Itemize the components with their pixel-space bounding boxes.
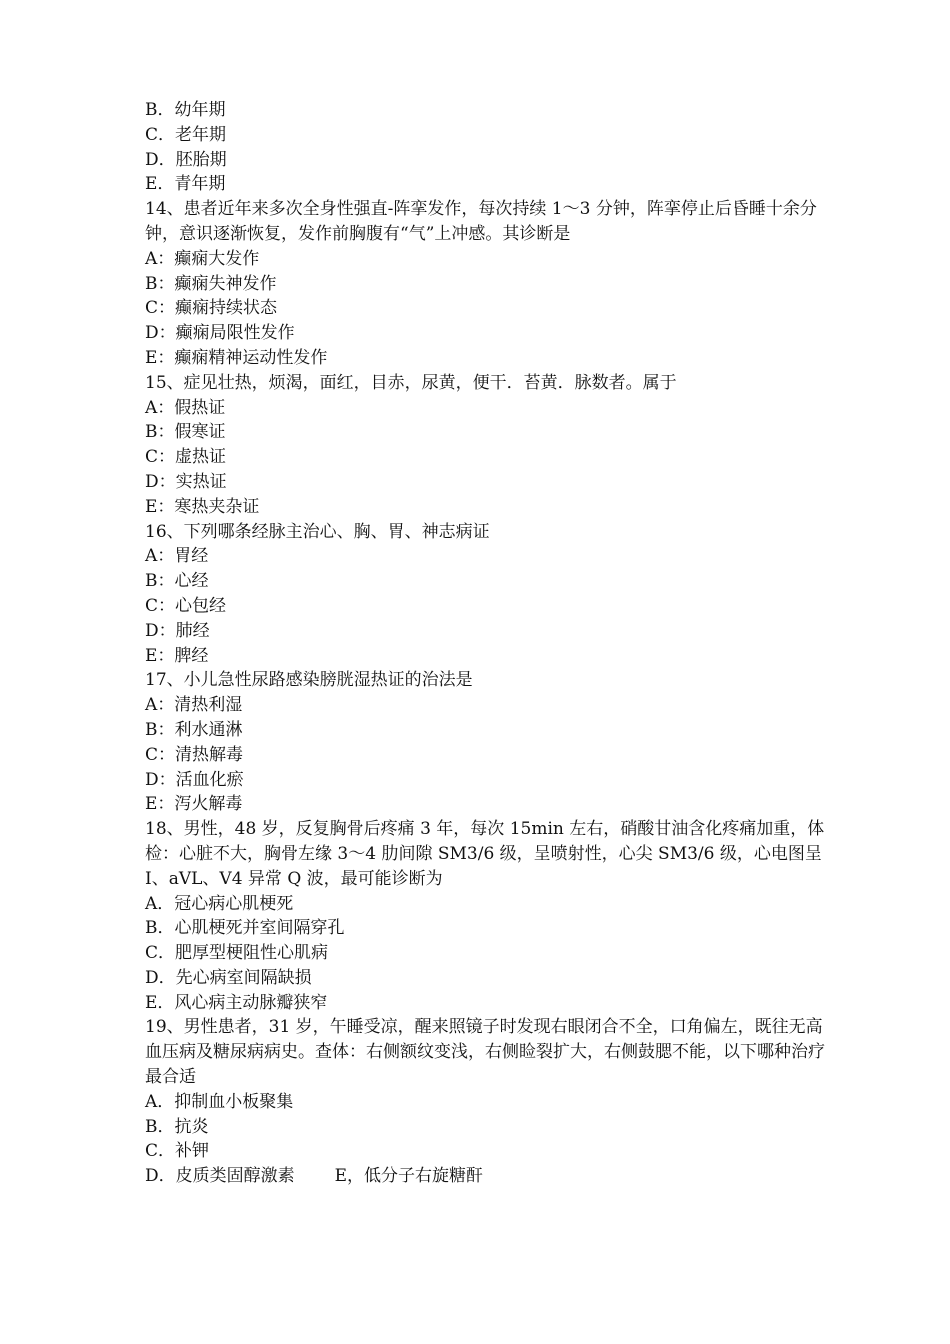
option-line: E：癫痫精神运动性发作	[145, 347, 328, 368]
option-line: B：利水通淋	[145, 719, 243, 740]
option-line: E：寒热夹杂证	[145, 496, 260, 517]
option-line: C：癫痫持续状态	[145, 298, 278, 319]
option-line: B．幼年期	[145, 100, 226, 120]
option-line: A：假热证	[145, 397, 226, 418]
option-line-pair	[145, 1164, 825, 1189]
option-line: A．抑制血小板聚集	[145, 1091, 294, 1112]
option-d: D．皮质类固醇激素	[145, 1166, 295, 1187]
option-line: D：癫痫局限性发作	[145, 323, 295, 344]
option-line: D：实热证	[145, 471, 227, 492]
option-line: B：假寒证	[145, 422, 226, 443]
option-line: D．先心病室间隔缺损	[145, 967, 312, 988]
document-page	[145, 98, 825, 1189]
question-14: 14、患者近年来多次全身性强直-阵挛发作，每次持续 1～3 分钟，阵挛停止后昏睡十余分钟，意识逐渐恢复，发作前胸腹有“气”上冲感。其诊断是	[145, 199, 817, 244]
option-line: E．风心病主动脉瓣狭窄	[145, 992, 328, 1013]
question-17: 17、小儿急性尿路感染膀胱湿热证的治法是	[145, 670, 473, 691]
option-line: B：癫痫失神发作	[145, 273, 277, 294]
option-line: D：肺经	[145, 620, 210, 641]
option-e: E，低分子右旋糖酐	[334, 1166, 484, 1187]
option-line: E：脾经	[145, 645, 209, 666]
question-19: 19、男性患者，31 岁，午睡受凉，醒来照镜子时发现右眼闭合不全，口角偏左，既往无高血压病及糖尿病病史。查体：右侧额纹变浅，右侧睑裂扩大，右侧鼓腮不能，以下哪种治疗最合适	[145, 1017, 825, 1088]
option-line: C：心包经	[145, 595, 227, 616]
option-line: B．心肌梗死并室间隔穿孔	[145, 918, 345, 939]
option-line: A．冠心病心肌梗死	[145, 893, 294, 914]
option-line: C．老年期	[145, 124, 227, 145]
option-line: B．抗炎	[145, 1116, 209, 1137]
question-15: 15、症见壮热，烦渴，面红，目赤，尿黄，便干．苔黄．脉数者。属于	[145, 372, 677, 393]
option-line: C．补钾	[145, 1141, 210, 1162]
option-line: A：癫痫大发作	[145, 248, 260, 269]
option-line: B：心经	[145, 571, 209, 592]
option-line: D：活血化瘀	[145, 769, 244, 790]
option-line: A：胃经	[145, 546, 209, 567]
option-line: C．肥厚型梗阻性心肌病	[145, 943, 329, 964]
option-line: A：清热利湿	[145, 695, 243, 716]
option-line: D．胚胎期	[145, 149, 227, 170]
option-line: E．青年期	[145, 174, 226, 195]
question-18: 18、男性，48 岁，反复胸骨后疼痛 3 年，每次 15min 左右，硝酸甘油含化疼痛加重，体检：心脏不大，胸骨左缘 3～4 肋间隙 SM3/6 级，呈喷射性，心尖 SM3/6 级，心电图呈Ⅰ、aVL、V4 异常 Q 波，最可能诊断为	[145, 819, 825, 889]
option-line: E：泻火解毒	[145, 794, 243, 815]
option-line: C：清热解毒	[145, 744, 244, 765]
question-16: 16、下列哪条经脉主治心、胸、胃、神志病证	[145, 521, 490, 542]
option-line: C：虚热证	[145, 447, 227, 468]
